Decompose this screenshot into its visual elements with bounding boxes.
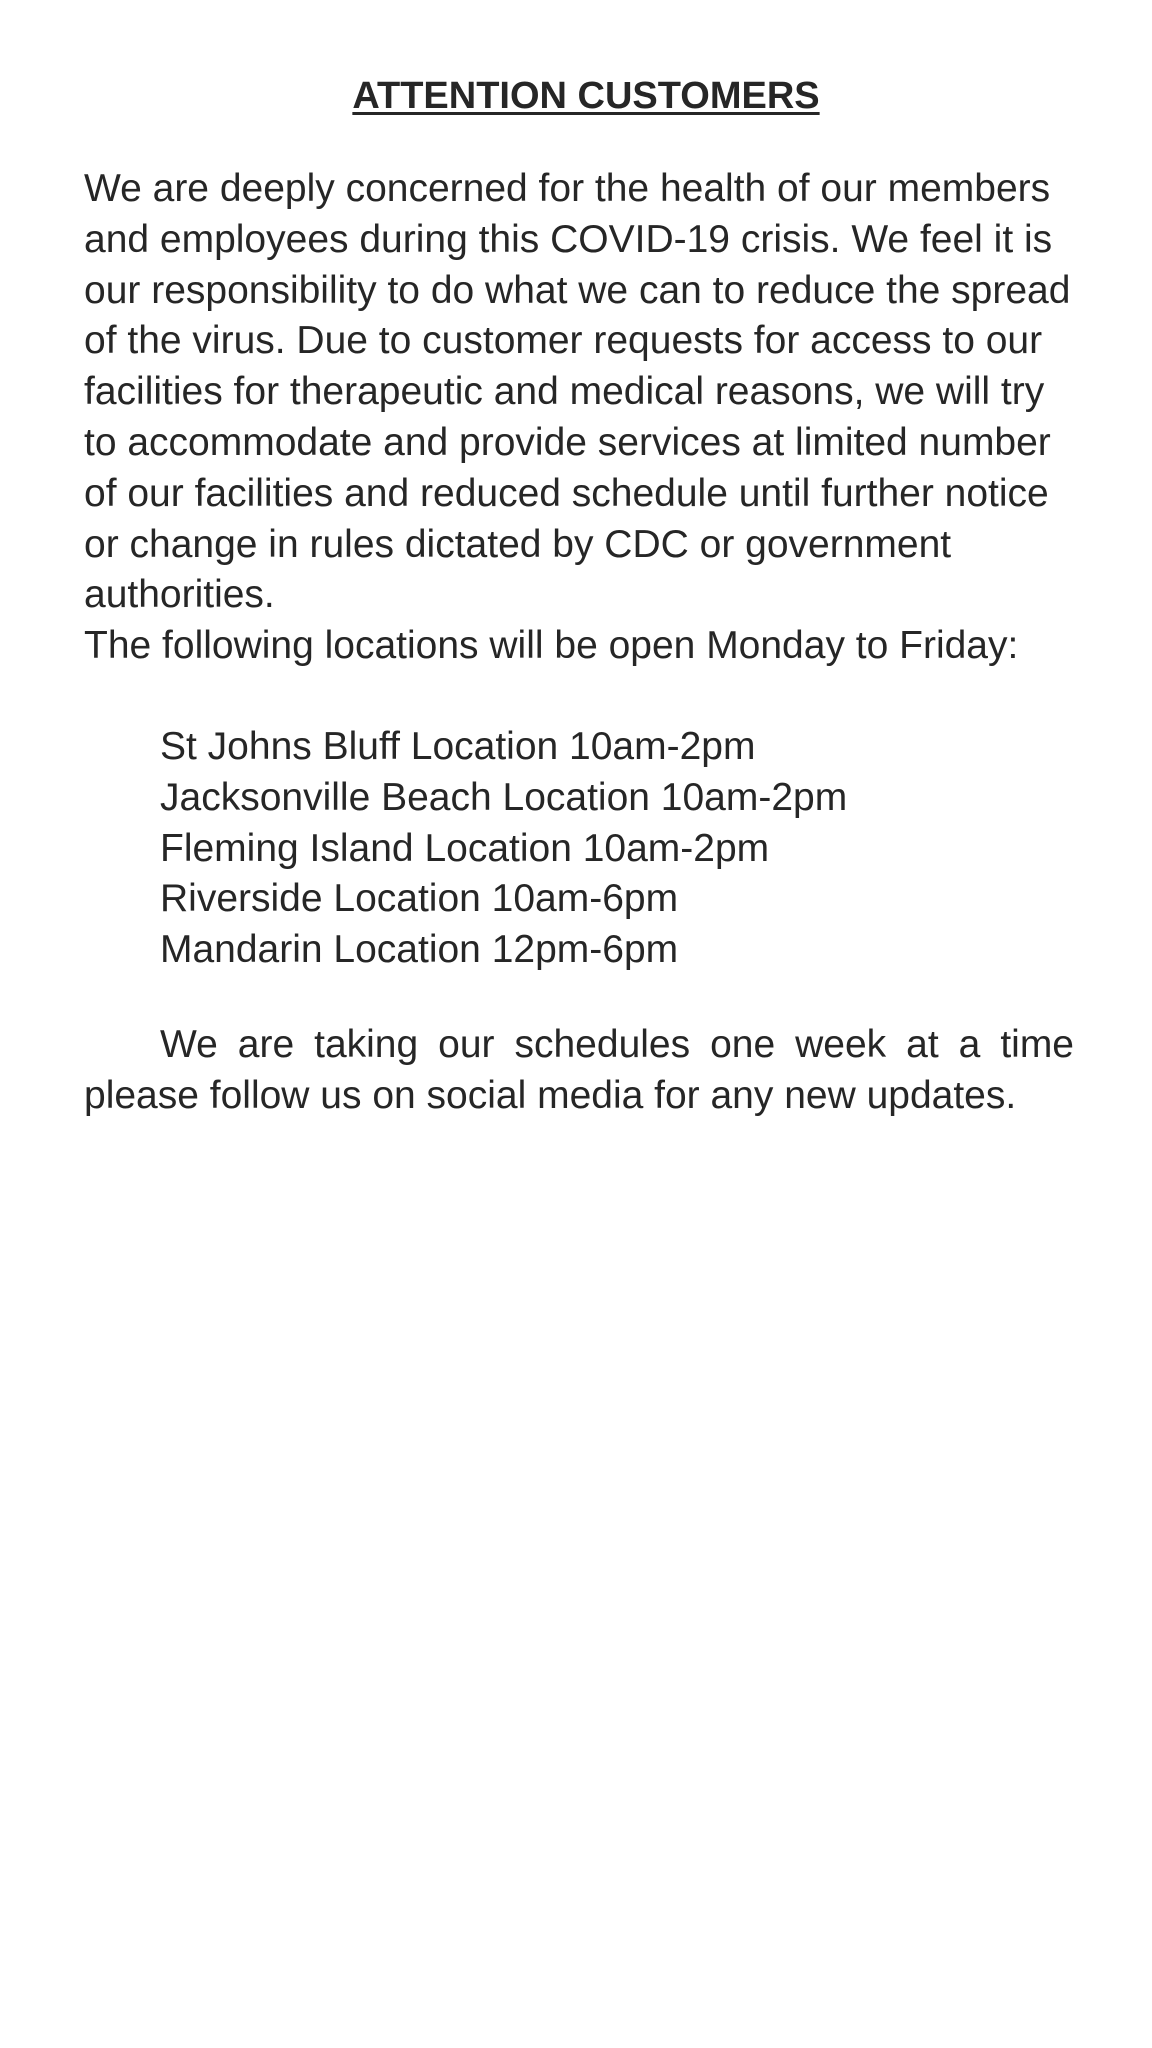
location-hours-item: Fleming Island Location 10am-2pm (160, 826, 770, 870)
closing-paragraph: We are taking our schedules one week at a time please follow us on social media for any new updates. (84, 1022, 1074, 1117)
location-hours-item: Riverside Location 10am-6pm (160, 877, 679, 921)
location-hours-item: Jacksonville Beach Location 10am-2pm (160, 775, 848, 819)
open-days-paragraph: The following locations will be open Monday to Friday: (84, 624, 1019, 668)
location-hours-list (160, 722, 1074, 976)
location-hours-item: St Johns Bluff Location 10am-2pm (160, 724, 756, 768)
notice-title: ATTENTION CUSTOMERS (352, 75, 820, 117)
location-hours-item: Mandarin Location 12pm-6pm (160, 928, 679, 972)
intro-paragraph: We are deeply concerned for the health of our members and employees during this COVID-19 crisis. We feel it is our responsibility to do what we can to reduce the spread of the virus. Due to customer requests for access to our facilities for therapeutic and medical reasons, we will try to accommodate and provide services at limited number of our facilities and reduced schedule until further notice or change in rules dictated by CDC or government authorities. (84, 167, 1071, 617)
